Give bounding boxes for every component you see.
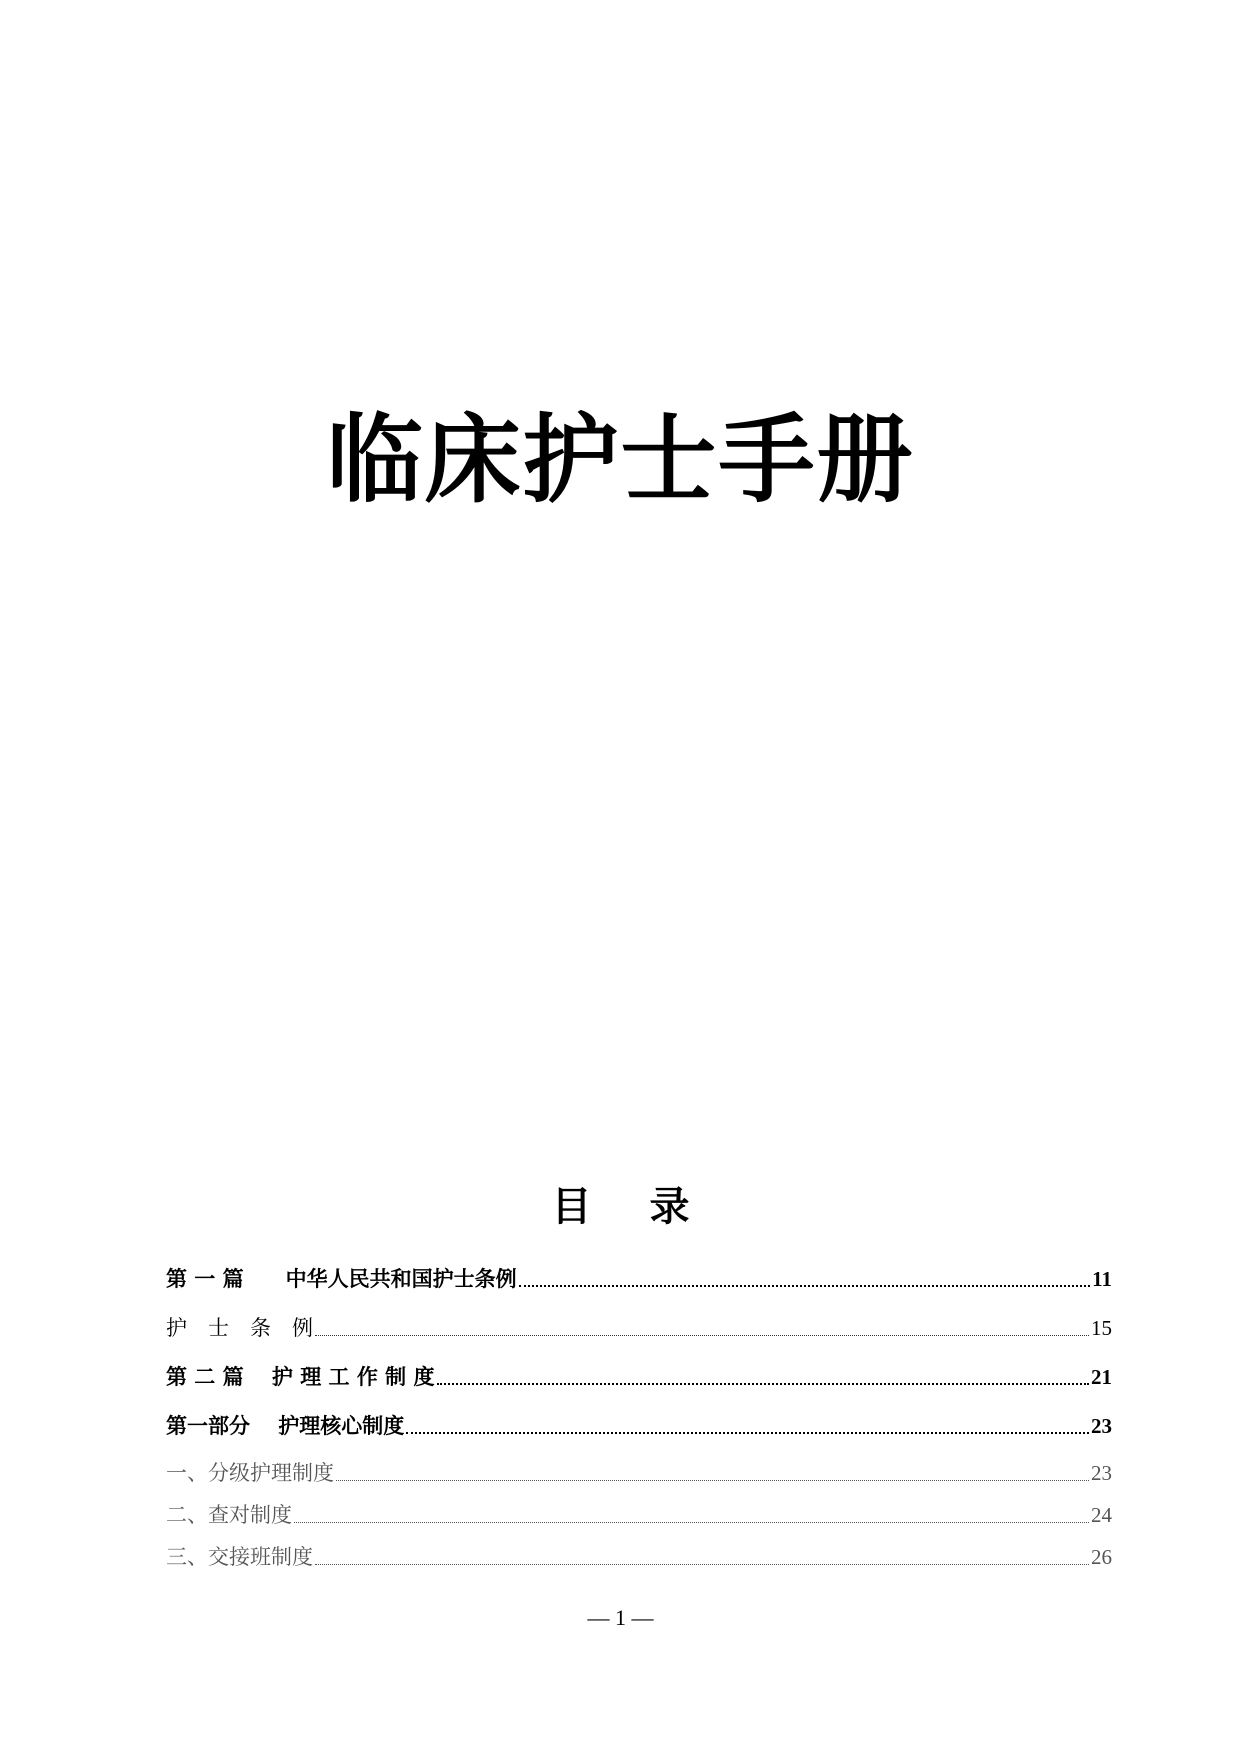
toc-dot-leader xyxy=(315,1564,1089,1565)
toc-entry-nurse-regulations[interactable] xyxy=(166,1311,1112,1341)
toc-dot-leader xyxy=(294,1522,1089,1523)
toc-entry-graded-care[interactable] xyxy=(166,1456,1112,1486)
toc-dot-leader xyxy=(406,1432,1089,1434)
toc-heading-char-2: 录 xyxy=(649,1184,690,1230)
toc-entry-page: 24 xyxy=(1091,1503,1112,1527)
toc-dot-leader xyxy=(437,1383,1090,1385)
toc-heading xyxy=(0,1182,1241,1232)
toc-entry-label: 三、交接班制度 xyxy=(166,1545,313,1569)
toc-entry-label: 护 士 条 例 xyxy=(166,1316,313,1340)
toc-entry-part-2[interactable] xyxy=(166,1360,1112,1390)
toc-dot-leader xyxy=(519,1285,1091,1287)
toc-entry-page: 11 xyxy=(1092,1267,1112,1291)
toc-entry-verification[interactable] xyxy=(166,1498,1112,1528)
toc-entry-page: 26 xyxy=(1091,1545,1112,1569)
toc-dot-leader xyxy=(336,1480,1089,1481)
toc-dot-leader xyxy=(315,1335,1089,1336)
toc-entry-label: 第一部分 护理核心制度 xyxy=(166,1414,405,1438)
toc-entry-section-1[interactable] xyxy=(166,1409,1112,1439)
toc-entry-part-1[interactable] xyxy=(166,1262,1112,1292)
toc-entry-handover[interactable] xyxy=(166,1540,1112,1570)
toc-entry-page: 23 xyxy=(1091,1414,1112,1438)
toc-heading-char-1: 目 xyxy=(551,1184,592,1230)
toc-entry-page: 15 xyxy=(1091,1316,1112,1340)
toc-entry-page: 23 xyxy=(1091,1461,1112,1485)
document-title: 临床护士手册 xyxy=(326,404,915,516)
toc-entry-label: 第 一 篇 中华人民共和国护士条例 xyxy=(166,1267,517,1291)
page-number-footer: — 1 — xyxy=(587,1605,654,1630)
toc-entry-label: 第 二 篇 护 理 工 作 制 度 xyxy=(166,1365,435,1389)
toc-entry-label: 二、查对制度 xyxy=(166,1503,292,1527)
toc-entry-page: 21 xyxy=(1091,1365,1112,1389)
toc-entry-label: 一、分级护理制度 xyxy=(166,1461,334,1485)
